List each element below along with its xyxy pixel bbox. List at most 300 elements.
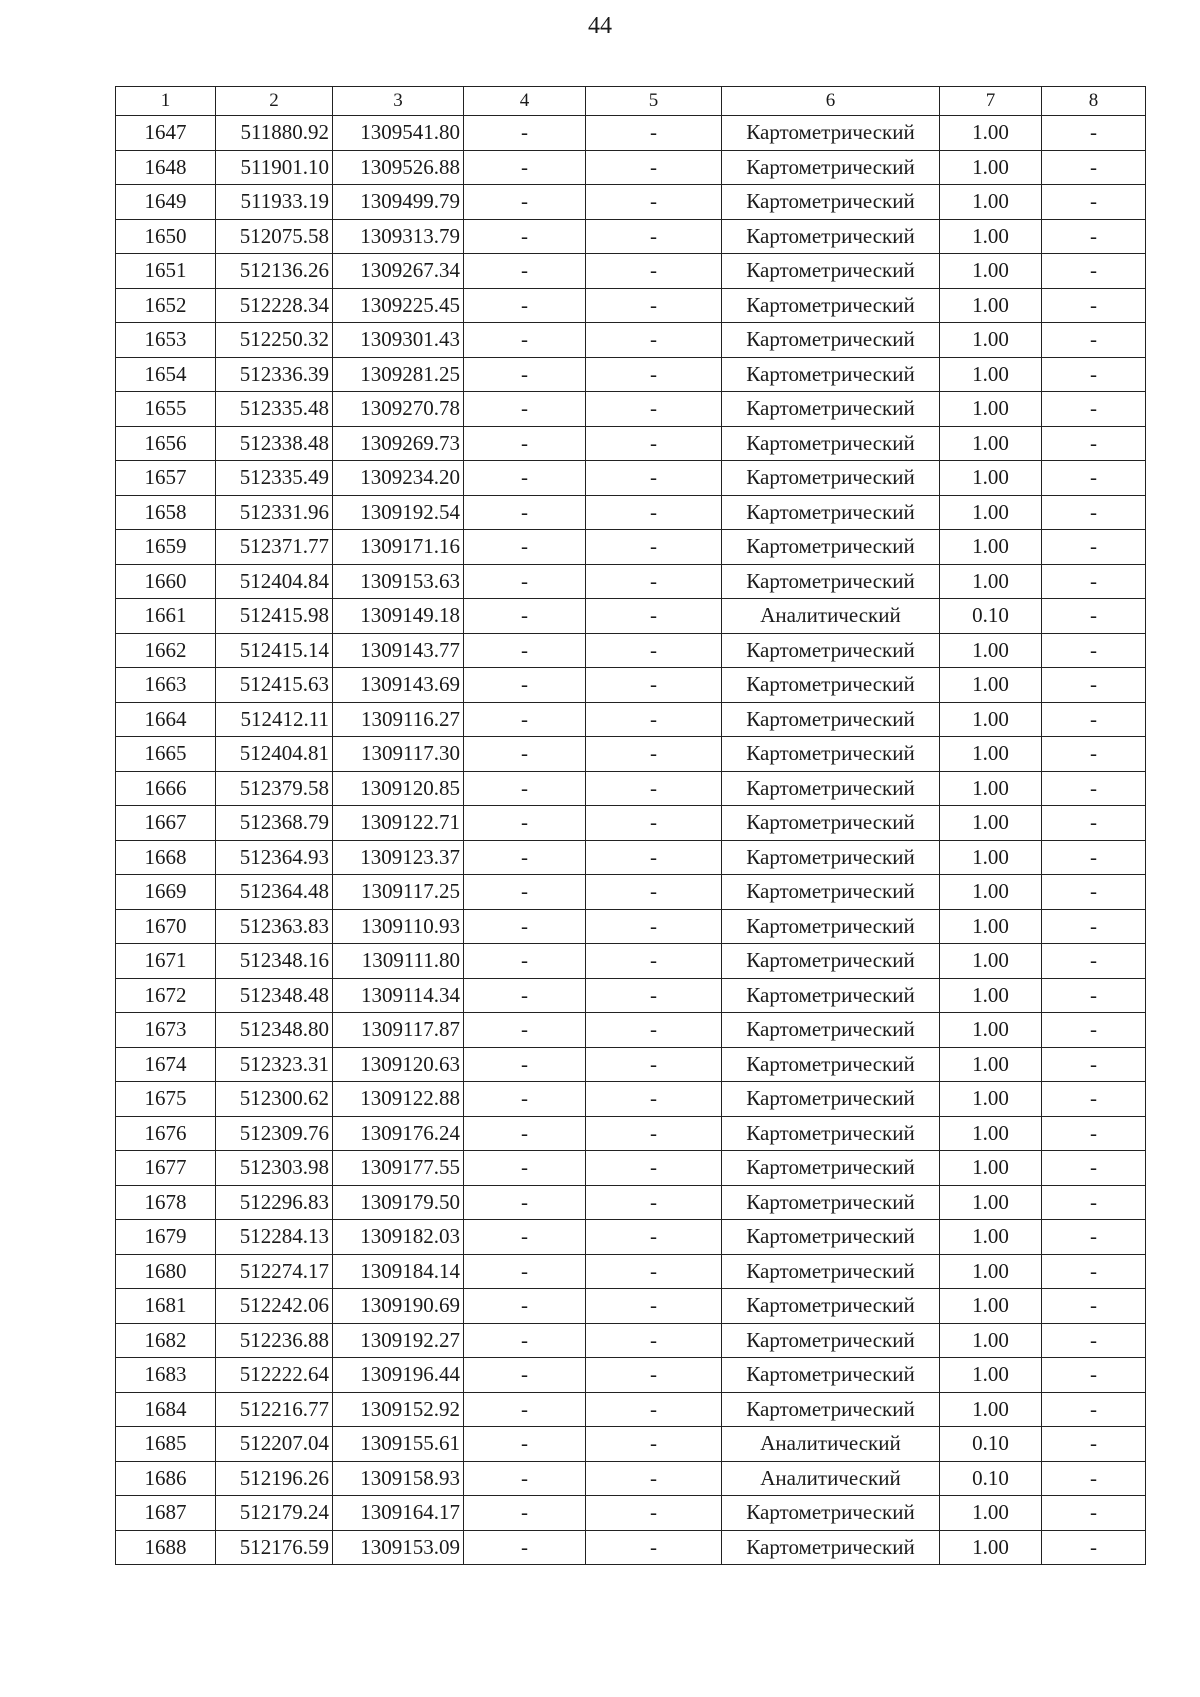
x-coordinate-cell: 512136.26 [216, 254, 333, 289]
x-coordinate-cell: 512296.83 [216, 1185, 333, 1220]
point-number-cell: 1666 [116, 771, 216, 806]
column-8-cell: - [1042, 1427, 1146, 1462]
column-8-cell: - [1042, 702, 1146, 737]
table-row [116, 461, 1146, 496]
x-coordinate-cell: 511901.10 [216, 150, 333, 185]
y-coordinate-cell: 1309499.79 [333, 185, 464, 220]
table-row [116, 1185, 1146, 1220]
y-coordinate-cell: 1309281.25 [333, 357, 464, 392]
column-8-cell: - [1042, 219, 1146, 254]
column-5-cell: - [586, 1151, 722, 1186]
column-4-cell: - [464, 219, 586, 254]
point-number-cell: 1671 [116, 944, 216, 979]
x-coordinate-cell: 512404.81 [216, 737, 333, 772]
column-5-cell: - [586, 1254, 722, 1289]
x-coordinate-cell: 511880.92 [216, 116, 333, 151]
table-row [116, 288, 1146, 323]
column-header-8: 8 [1042, 87, 1146, 116]
accuracy-cell: 1.00 [940, 530, 1042, 565]
table-row [116, 599, 1146, 634]
accuracy-cell: 1.00 [940, 116, 1042, 151]
accuracy-cell: 1.00 [940, 254, 1042, 289]
method-cell: Картометрический [722, 116, 940, 151]
x-coordinate-cell: 512338.48 [216, 426, 333, 461]
accuracy-cell: 0.10 [940, 1461, 1042, 1496]
column-8-cell: - [1042, 978, 1146, 1013]
y-coordinate-cell: 1309267.34 [333, 254, 464, 289]
column-4-cell: - [464, 1254, 586, 1289]
table-row [116, 668, 1146, 703]
point-number-cell: 1665 [116, 737, 216, 772]
table-body [116, 116, 1146, 1565]
method-cell: Картометрический [722, 1254, 940, 1289]
y-coordinate-cell: 1309176.24 [333, 1116, 464, 1151]
table-row [116, 530, 1146, 565]
column-5-cell: - [586, 1047, 722, 1082]
column-4-cell: - [464, 564, 586, 599]
method-cell: Картометрический [722, 737, 940, 772]
y-coordinate-cell: 1309184.14 [333, 1254, 464, 1289]
y-coordinate-cell: 1309117.87 [333, 1013, 464, 1048]
x-coordinate-cell: 512335.49 [216, 461, 333, 496]
y-coordinate-cell: 1309117.30 [333, 737, 464, 772]
column-5-cell: - [586, 1013, 722, 1048]
method-cell: Картометрический [722, 185, 940, 220]
column-8-cell: - [1042, 1323, 1146, 1358]
column-4-cell: - [464, 116, 586, 151]
x-coordinate-cell: 512303.98 [216, 1151, 333, 1186]
x-coordinate-cell: 511933.19 [216, 185, 333, 220]
table-row [116, 392, 1146, 427]
y-coordinate-cell: 1309153.09 [333, 1530, 464, 1565]
method-cell: Картометрический [722, 1323, 940, 1358]
column-4-cell: - [464, 1151, 586, 1186]
point-number-cell: 1688 [116, 1530, 216, 1565]
point-number-cell: 1674 [116, 1047, 216, 1082]
table-row [116, 357, 1146, 392]
point-number-cell: 1670 [116, 909, 216, 944]
column-8-cell: - [1042, 1461, 1146, 1496]
point-number-cell: 1655 [116, 392, 216, 427]
column-5-cell: - [586, 426, 722, 461]
method-cell: Картометрический [722, 564, 940, 599]
x-coordinate-cell: 512379.58 [216, 771, 333, 806]
table-row [116, 219, 1146, 254]
table-row [116, 737, 1146, 772]
column-8-cell: - [1042, 1082, 1146, 1117]
y-coordinate-cell: 1309122.88 [333, 1082, 464, 1117]
method-cell: Картометрический [722, 495, 940, 530]
accuracy-cell: 1.00 [940, 1151, 1042, 1186]
point-number-cell: 1653 [116, 323, 216, 358]
point-number-cell: 1650 [116, 219, 216, 254]
column-5-cell: - [586, 944, 722, 979]
column-header-4: 4 [464, 87, 586, 116]
point-number-cell: 1676 [116, 1116, 216, 1151]
column-header-2: 2 [216, 87, 333, 116]
column-4-cell: - [464, 909, 586, 944]
point-number-cell: 1660 [116, 564, 216, 599]
accuracy-cell: 1.00 [940, 564, 1042, 599]
table-row [116, 840, 1146, 875]
column-header-5: 5 [586, 87, 722, 116]
accuracy-cell: 1.00 [940, 1013, 1042, 1048]
x-coordinate-cell: 512348.48 [216, 978, 333, 1013]
column-8-cell: - [1042, 633, 1146, 668]
column-5-cell: - [586, 185, 722, 220]
column-5-cell: - [586, 530, 722, 565]
accuracy-cell: 0.10 [940, 1427, 1042, 1462]
table-row [116, 771, 1146, 806]
x-coordinate-cell: 512363.83 [216, 909, 333, 944]
method-cell: Картометрический [722, 357, 940, 392]
x-coordinate-cell: 512196.26 [216, 1461, 333, 1496]
x-coordinate-cell: 512176.59 [216, 1530, 333, 1565]
accuracy-cell: 1.00 [940, 1358, 1042, 1393]
table-row [116, 1047, 1146, 1082]
table-row [116, 1461, 1146, 1496]
point-number-cell: 1681 [116, 1289, 216, 1324]
column-8-cell: - [1042, 771, 1146, 806]
column-8-cell: - [1042, 564, 1146, 599]
column-8-cell: - [1042, 323, 1146, 358]
accuracy-cell: 1.00 [940, 1392, 1042, 1427]
method-cell: Картометрический [722, 392, 940, 427]
column-5-cell: - [586, 219, 722, 254]
column-header-1: 1 [116, 87, 216, 116]
column-8-cell: - [1042, 150, 1146, 185]
y-coordinate-cell: 1309111.80 [333, 944, 464, 979]
x-coordinate-cell: 512412.11 [216, 702, 333, 737]
column-5-cell: - [586, 392, 722, 427]
method-cell: Картометрический [722, 909, 940, 944]
column-4-cell: - [464, 323, 586, 358]
point-number-cell: 1663 [116, 668, 216, 703]
column-8-cell: - [1042, 840, 1146, 875]
y-coordinate-cell: 1309152.92 [333, 1392, 464, 1427]
table-row [116, 185, 1146, 220]
column-5-cell: - [586, 840, 722, 875]
column-8-cell: - [1042, 1392, 1146, 1427]
y-coordinate-cell: 1309120.85 [333, 771, 464, 806]
table-row [116, 426, 1146, 461]
point-number-cell: 1647 [116, 116, 216, 151]
column-4-cell: - [464, 633, 586, 668]
y-coordinate-cell: 1309155.61 [333, 1427, 464, 1462]
y-coordinate-cell: 1309171.16 [333, 530, 464, 565]
accuracy-cell: 1.00 [940, 840, 1042, 875]
x-coordinate-cell: 512323.31 [216, 1047, 333, 1082]
method-cell: Картометрический [722, 150, 940, 185]
column-5-cell: - [586, 1116, 722, 1151]
column-5-cell: - [586, 461, 722, 496]
x-coordinate-cell: 512300.62 [216, 1082, 333, 1117]
accuracy-cell: 1.00 [940, 702, 1042, 737]
column-8-cell: - [1042, 392, 1146, 427]
column-4-cell: - [464, 254, 586, 289]
method-cell: Картометрический [722, 461, 940, 496]
column-4-cell: - [464, 288, 586, 323]
y-coordinate-cell: 1309120.63 [333, 1047, 464, 1082]
point-number-cell: 1668 [116, 840, 216, 875]
y-coordinate-cell: 1309158.93 [333, 1461, 464, 1496]
method-cell: Картометрический [722, 426, 940, 461]
column-8-cell: - [1042, 737, 1146, 772]
method-cell: Картометрический [722, 978, 940, 1013]
point-number-cell: 1675 [116, 1082, 216, 1117]
column-4-cell: - [464, 1358, 586, 1393]
x-coordinate-cell: 512371.77 [216, 530, 333, 565]
column-4-cell: - [464, 1047, 586, 1082]
y-coordinate-cell: 1309110.93 [333, 909, 464, 944]
y-coordinate-cell: 1309313.79 [333, 219, 464, 254]
table-header-row [116, 87, 1146, 116]
y-coordinate-cell: 1309123.37 [333, 840, 464, 875]
column-4-cell: - [464, 530, 586, 565]
table-row [116, 1530, 1146, 1565]
accuracy-cell: 1.00 [940, 426, 1042, 461]
column-4-cell: - [464, 1082, 586, 1117]
table-row [116, 633, 1146, 668]
x-coordinate-cell: 512364.93 [216, 840, 333, 875]
y-coordinate-cell: 1309122.71 [333, 806, 464, 841]
page-number: 44 [588, 13, 612, 39]
x-coordinate-cell: 512364.48 [216, 875, 333, 910]
method-cell: Картометрический [722, 840, 940, 875]
method-cell: Аналитический [722, 1461, 940, 1496]
table-row [116, 806, 1146, 841]
column-5-cell: - [586, 737, 722, 772]
point-number-cell: 1654 [116, 357, 216, 392]
point-number-cell: 1651 [116, 254, 216, 289]
table-row [116, 978, 1146, 1013]
accuracy-cell: 1.00 [940, 1116, 1042, 1151]
accuracy-cell: 1.00 [940, 737, 1042, 772]
x-coordinate-cell: 512336.39 [216, 357, 333, 392]
point-number-cell: 1678 [116, 1185, 216, 1220]
column-8-cell: - [1042, 1151, 1146, 1186]
x-coordinate-cell: 512335.48 [216, 392, 333, 427]
column-4-cell: - [464, 771, 586, 806]
column-4-cell: - [464, 978, 586, 1013]
column-4-cell: - [464, 840, 586, 875]
point-number-cell: 1685 [116, 1427, 216, 1462]
column-5-cell: - [586, 633, 722, 668]
method-cell: Картометрический [722, 944, 940, 979]
method-cell: Картометрический [722, 323, 940, 358]
method-cell: Картометрический [722, 875, 940, 910]
accuracy-cell: 0.10 [940, 599, 1042, 634]
column-4-cell: - [464, 150, 586, 185]
method-cell: Картометрический [722, 1185, 940, 1220]
column-5-cell: - [586, 1185, 722, 1220]
y-coordinate-cell: 1309182.03 [333, 1220, 464, 1255]
point-number-cell: 1682 [116, 1323, 216, 1358]
column-4-cell: - [464, 357, 586, 392]
y-coordinate-cell: 1309177.55 [333, 1151, 464, 1186]
table-row [116, 1254, 1146, 1289]
accuracy-cell: 1.00 [940, 1047, 1042, 1082]
column-4-cell: - [464, 1392, 586, 1427]
x-coordinate-cell: 512415.14 [216, 633, 333, 668]
column-5-cell: - [586, 702, 722, 737]
table-row [116, 702, 1146, 737]
column-8-cell: - [1042, 1013, 1146, 1048]
point-number-cell: 1658 [116, 495, 216, 530]
method-cell: Картометрический [722, 633, 940, 668]
x-coordinate-cell: 512222.64 [216, 1358, 333, 1393]
method-cell: Картометрический [722, 288, 940, 323]
accuracy-cell: 1.00 [940, 1530, 1042, 1565]
point-number-cell: 1652 [116, 288, 216, 323]
accuracy-cell: 1.00 [940, 150, 1042, 185]
y-coordinate-cell: 1309269.73 [333, 426, 464, 461]
y-coordinate-cell: 1309541.80 [333, 116, 464, 151]
column-5-cell: - [586, 599, 722, 634]
method-cell: Картометрический [722, 254, 940, 289]
column-4-cell: - [464, 599, 586, 634]
table-row [116, 1427, 1146, 1462]
table-row [116, 875, 1146, 910]
accuracy-cell: 1.00 [940, 495, 1042, 530]
accuracy-cell: 1.00 [940, 219, 1042, 254]
accuracy-cell: 1.00 [940, 944, 1042, 979]
method-cell: Картометрический [722, 1116, 940, 1151]
method-cell: Картометрический [722, 1220, 940, 1255]
accuracy-cell: 1.00 [940, 1323, 1042, 1358]
column-4-cell: - [464, 1116, 586, 1151]
accuracy-cell: 1.00 [940, 185, 1042, 220]
y-coordinate-cell: 1309164.17 [333, 1496, 464, 1531]
column-4-cell: - [464, 875, 586, 910]
accuracy-cell: 1.00 [940, 392, 1042, 427]
point-number-cell: 1657 [116, 461, 216, 496]
table-row [116, 323, 1146, 358]
x-coordinate-cell: 512368.79 [216, 806, 333, 841]
column-8-cell: - [1042, 668, 1146, 703]
column-8-cell: - [1042, 599, 1146, 634]
column-5-cell: - [586, 254, 722, 289]
accuracy-cell: 1.00 [940, 461, 1042, 496]
table-row [116, 1151, 1146, 1186]
method-cell: Картометрический [722, 1047, 940, 1082]
column-8-cell: - [1042, 461, 1146, 496]
y-coordinate-cell: 1309179.50 [333, 1185, 464, 1220]
point-number-cell: 1662 [116, 633, 216, 668]
column-4-cell: - [464, 806, 586, 841]
column-8-cell: - [1042, 185, 1146, 220]
x-coordinate-cell: 512348.80 [216, 1013, 333, 1048]
column-4-cell: - [464, 737, 586, 772]
column-5-cell: - [586, 357, 722, 392]
column-5-cell: - [586, 323, 722, 358]
method-cell: Картометрический [722, 806, 940, 841]
column-4-cell: - [464, 1323, 586, 1358]
table-row [116, 116, 1146, 151]
x-coordinate-cell: 512415.63 [216, 668, 333, 703]
y-coordinate-cell: 1309190.69 [333, 1289, 464, 1324]
table-row [116, 909, 1146, 944]
y-coordinate-cell: 1309143.77 [333, 633, 464, 668]
accuracy-cell: 1.00 [940, 668, 1042, 703]
column-5-cell: - [586, 1220, 722, 1255]
accuracy-cell: 1.00 [940, 1185, 1042, 1220]
column-5-cell: - [586, 495, 722, 530]
column-8-cell: - [1042, 288, 1146, 323]
x-coordinate-cell: 512075.58 [216, 219, 333, 254]
method-cell: Аналитический [722, 1427, 940, 1462]
point-number-cell: 1686 [116, 1461, 216, 1496]
column-8-cell: - [1042, 875, 1146, 910]
point-number-cell: 1649 [116, 185, 216, 220]
point-number-cell: 1672 [116, 978, 216, 1013]
column-5-cell: - [586, 564, 722, 599]
accuracy-cell: 1.00 [940, 1220, 1042, 1255]
x-coordinate-cell: 512228.34 [216, 288, 333, 323]
point-number-cell: 1684 [116, 1392, 216, 1427]
point-number-cell: 1683 [116, 1358, 216, 1393]
column-header-3: 3 [333, 87, 464, 116]
table-row [116, 254, 1146, 289]
y-coordinate-cell: 1309234.20 [333, 461, 464, 496]
method-cell: Картометрический [722, 1013, 940, 1048]
column-8-cell: - [1042, 1116, 1146, 1151]
column-4-cell: - [464, 495, 586, 530]
table-row [116, 1358, 1146, 1393]
method-cell: Картометрический [722, 1392, 940, 1427]
table-row [116, 1082, 1146, 1117]
y-coordinate-cell: 1309192.54 [333, 495, 464, 530]
column-8-cell: - [1042, 1047, 1146, 1082]
column-5-cell: - [586, 806, 722, 841]
column-8-cell: - [1042, 1530, 1146, 1565]
column-5-cell: - [586, 1496, 722, 1531]
point-number-cell: 1648 [116, 150, 216, 185]
accuracy-cell: 1.00 [940, 1254, 1042, 1289]
column-8-cell: - [1042, 909, 1146, 944]
method-cell: Картометрический [722, 1496, 940, 1531]
y-coordinate-cell: 1309153.63 [333, 564, 464, 599]
point-number-cell: 1687 [116, 1496, 216, 1531]
column-5-cell: - [586, 288, 722, 323]
method-cell: Картометрический [722, 668, 940, 703]
column-5-cell: - [586, 1323, 722, 1358]
method-cell: Картометрический [722, 1082, 940, 1117]
x-coordinate-cell: 512236.88 [216, 1323, 333, 1358]
accuracy-cell: 1.00 [940, 323, 1042, 358]
method-cell: Картометрический [722, 530, 940, 565]
column-5-cell: - [586, 1289, 722, 1324]
y-coordinate-cell: 1309192.27 [333, 1323, 464, 1358]
table-row [116, 1220, 1146, 1255]
y-coordinate-cell: 1309114.34 [333, 978, 464, 1013]
table-row [116, 1496, 1146, 1531]
column-8-cell: - [1042, 1220, 1146, 1255]
point-number-cell: 1667 [116, 806, 216, 841]
method-cell: Картометрический [722, 1289, 940, 1324]
method-cell: Картометрический [722, 771, 940, 806]
point-number-cell: 1659 [116, 530, 216, 565]
table-row [116, 1116, 1146, 1151]
column-5-cell: - [586, 1427, 722, 1462]
x-coordinate-cell: 512404.84 [216, 564, 333, 599]
column-8-cell: - [1042, 530, 1146, 565]
accuracy-cell: 1.00 [940, 633, 1042, 668]
table-row [116, 1392, 1146, 1427]
column-8-cell: - [1042, 806, 1146, 841]
column-8-cell: - [1042, 116, 1146, 151]
y-coordinate-cell: 1309270.78 [333, 392, 464, 427]
